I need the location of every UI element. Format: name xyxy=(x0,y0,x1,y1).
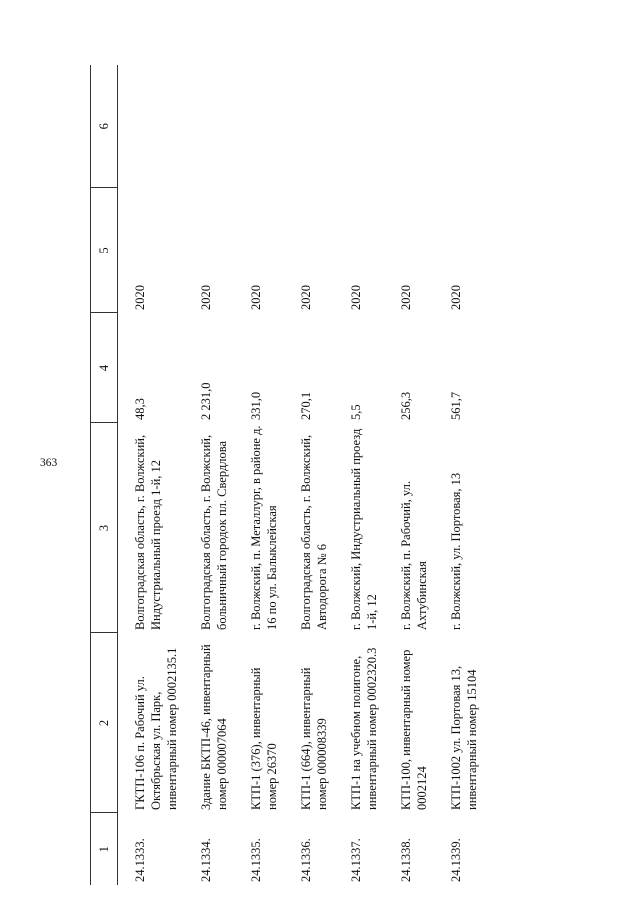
row-number: 24.1334. xyxy=(199,838,213,882)
header-cell: 5 xyxy=(91,188,118,313)
table-row xyxy=(118,65,189,885)
row-number: 24.1333. xyxy=(133,838,147,882)
object-extra xyxy=(238,65,288,188)
object-year: 2020 xyxy=(349,285,363,310)
object-value: 331,0 xyxy=(249,391,263,420)
object-address: Волгоградская область, г. Волжский, больничный городок пл. Свердлова xyxy=(199,434,229,630)
object-address: г. Волжский, Индустриальный проезд 1-й, 12 xyxy=(349,428,379,630)
object-year: 2020 xyxy=(399,285,413,310)
table-row xyxy=(288,65,338,885)
object-address: г. Волжский, п. Металлург, в районе д. 16 по ул. Балыклейская xyxy=(249,425,279,630)
object-year: 2020 xyxy=(249,285,263,310)
object-name: ГКТП-106 п. Рабочий ул. Октябрьская ул. Парк, инвентарный номер 0002135.1 xyxy=(133,647,179,810)
object-extra xyxy=(288,65,338,188)
header-cell: 1 xyxy=(91,813,118,885)
object-value: 2 231,0 xyxy=(199,382,213,420)
object-name: КТП-1 (376), инвентарный номер 26370 xyxy=(249,667,279,810)
table-top-right-edge xyxy=(90,69,103,85)
object-address: Волгоградская область, г. Волжский, Автодорога № 6 xyxy=(299,434,329,630)
table-row xyxy=(338,65,388,885)
table-row xyxy=(438,65,488,885)
row-number: 24.1339. xyxy=(449,838,463,882)
object-address: г. Волжский, ул. Портовая, 13 xyxy=(449,472,463,630)
object-year: 2020 xyxy=(133,285,147,310)
object-name: КТП-1 на учебном полигоне, инвентарный номер 0002320.3 xyxy=(349,647,379,810)
object-address: Волгоградская область, г. Волжский, Индустриальный проезд 1-й, 12 xyxy=(133,434,163,630)
table-row xyxy=(388,65,438,885)
table-header-row xyxy=(91,65,118,885)
page-number: 363 xyxy=(40,457,58,469)
table-row xyxy=(238,65,288,885)
object-name: Здание БКТП-46, инвентарный номер 000007064 xyxy=(199,644,229,810)
object-value: 5,5 xyxy=(349,404,363,420)
object-year: 2020 xyxy=(199,285,213,310)
object-extra xyxy=(338,65,388,188)
header-cell: 4 xyxy=(91,313,118,423)
rotated-table-wrapper xyxy=(90,65,550,885)
object-address: г. Волжский, п. Рабочий, ул. Ахтубинская xyxy=(399,481,429,630)
header-cell: 6 xyxy=(91,65,118,188)
object-name: КТП-1 (664), инвентарный номер 000008339 xyxy=(299,667,329,810)
object-name: КТП-1002 ул. Портовая 13, инвентарный номер 15104 xyxy=(449,665,479,810)
object-extra xyxy=(118,65,189,188)
object-value: 561,7 xyxy=(449,391,463,420)
object-value: 48,3 xyxy=(133,398,147,420)
table-row xyxy=(188,65,238,885)
object-extra xyxy=(388,65,438,188)
row-number: 24.1338. xyxy=(399,838,413,882)
object-name: КТП-100, инвентарный номер 0002124 xyxy=(399,649,429,810)
row-number: 24.1336. xyxy=(299,838,313,882)
row-number: 24.1335. xyxy=(249,838,263,882)
header-cell: 3 xyxy=(91,423,118,633)
object-year: 2020 xyxy=(299,285,313,310)
object-year: 2020 xyxy=(449,285,463,310)
object-extra xyxy=(188,65,238,188)
property-table xyxy=(90,65,488,885)
header-cell: 2 xyxy=(91,633,118,813)
object-extra xyxy=(438,65,488,188)
object-value: 256,3 xyxy=(399,391,413,420)
row-number: 24.1337. xyxy=(349,838,363,882)
object-value: 270,1 xyxy=(299,391,313,420)
